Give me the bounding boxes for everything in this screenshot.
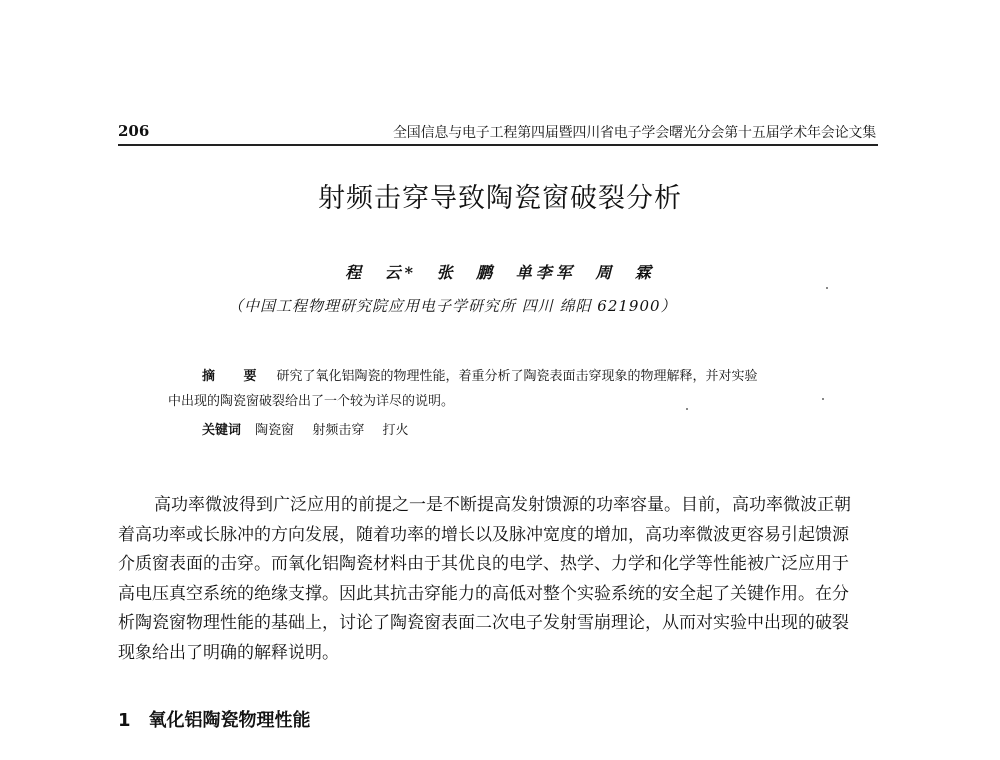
- intro-paragraph: [118, 491, 878, 668]
- page-number: 206: [118, 122, 150, 140]
- keywords-label: 关键词: [202, 423, 242, 438]
- running-header: [118, 122, 878, 144]
- abstract-text-2: 中出现的陶瓷窗破裂给出了一个较为详尽的说明。: [168, 394, 455, 409]
- abstract-text-1: 研究了氧化铝陶瓷的物理性能，着重分析了陶瓷表面击穿现象的物理解释，并对实验: [276, 369, 758, 384]
- body-line: 现象给出了明确的解释说明。: [118, 642, 339, 663]
- section-heading: [118, 706, 311, 732]
- body-line: 介质窗表面的击穿。而氧化铝陶瓷材料由于其优良的电学、热学、力学和化学等性能被广泛应用于: [118, 554, 849, 574]
- paper-title: 射频击穿导致陶瓷窗破裂分析: [318, 183, 682, 214]
- body-line: 着高功率或长脉冲的方向发展，随着功率的增长以及脉冲宽度的增加，高功率微波更容易引起馈源: [118, 524, 849, 545]
- section-number: 1: [118, 710, 131, 731]
- author-list: 程 云* 张 鹏 单李军 周 霖: [345, 263, 655, 282]
- abstract-block: [168, 364, 848, 443]
- abstract-label: 摘 要: [202, 369, 269, 384]
- body-line: 高电压真空系统的绝缘支撑。因此其抗击穿能力的高低对整个实验系统的安全起了关键作用。在分: [118, 583, 849, 604]
- scan-speck: [822, 398, 824, 400]
- keywords-line: [168, 418, 848, 443]
- scan-speck: [686, 408, 688, 410]
- body-line: 析陶瓷窗物理性能的基础上，讨论了陶瓷窗表面二次电子发射雪崩理论，从而对实验中出现的破裂: [118, 613, 849, 633]
- scan-speck: [826, 287, 828, 289]
- section-title: 氧化铝陶瓷物理性能: [148, 710, 311, 731]
- keyword-item: 射频击穿: [312, 423, 365, 438]
- abstract-line: [168, 364, 848, 389]
- header-rule: [118, 144, 878, 146]
- affiliation: （中国工程物理研究院应用电子学研究所 四川 绵阳 621900）: [228, 297, 677, 315]
- keyword-item: 陶瓷窗: [255, 423, 295, 438]
- keyword-item: 打火: [382, 423, 409, 438]
- body-line: 高功率微波得到广泛应用的前提之一是不断提高发射馈源的功率容量。目前，高功率微波正朝: [154, 495, 851, 515]
- journal-name: 全国信息与电子工程第四届暨四川省电子学会曙光分会第十五届学术年会论文集: [393, 125, 876, 141]
